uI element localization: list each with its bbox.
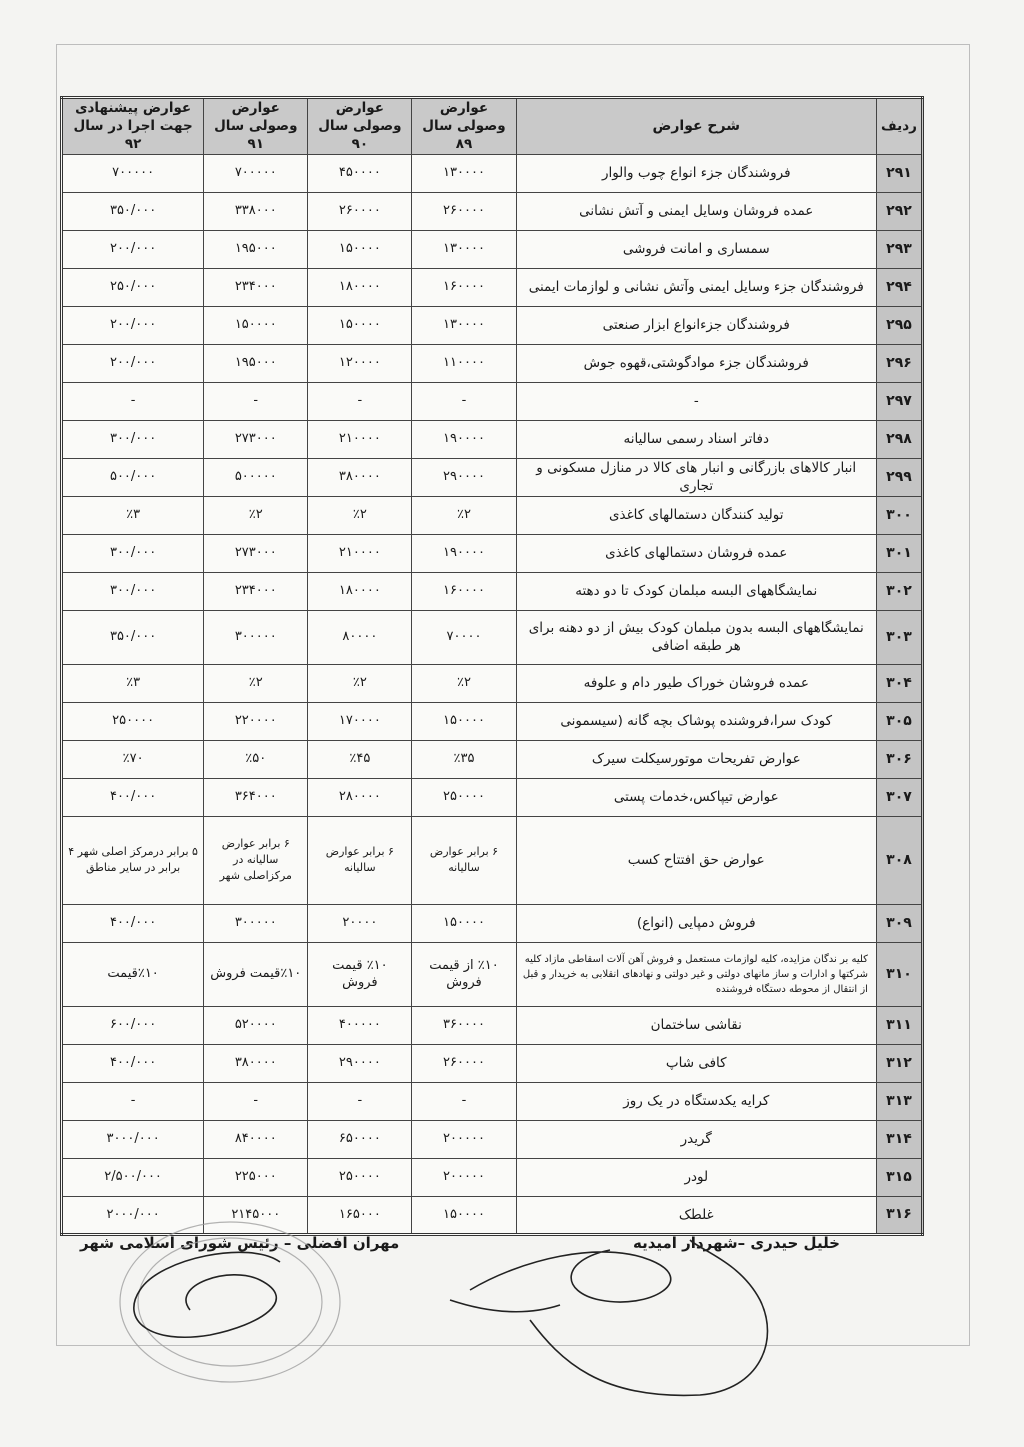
table-row [62, 534, 923, 572]
value-year-92: ۳۰۰۰/۰۰۰ [62, 1120, 204, 1158]
row-description: لودر [516, 1158, 876, 1196]
value-year-89: ۲۰۰۰۰۰ [412, 1120, 516, 1158]
value-year-90: - [308, 382, 412, 420]
row-number: ۳۰۷ [876, 778, 922, 816]
value-year-90: ۱۵۰۰۰۰ [308, 306, 412, 344]
table-row [62, 458, 923, 496]
row-number: ۳۱۲ [876, 1044, 922, 1082]
value-year-89: ۲۶۰۰۰۰ [412, 1044, 516, 1082]
row-number: ۳۰۲ [876, 572, 922, 610]
value-year-89: ٪۲ [412, 496, 516, 534]
value-year-92: ۷۰۰۰۰۰ [62, 154, 204, 192]
value-year-90: ٪۲ [308, 664, 412, 702]
value-year-92: ۲۰۰/۰۰۰ [62, 344, 204, 382]
value-year-90: ۲۶۰۰۰۰ [308, 192, 412, 230]
row-number: ۲۹۸ [876, 420, 922, 458]
value-year-89: ۳۶۰۰۰۰ [412, 1006, 516, 1044]
value-year-90: ۴۰۰۰۰۰ [308, 1006, 412, 1044]
council-head-signature-name: مهران افضلی – رئیس شورای اسلامی شهر [80, 1234, 400, 1252]
value-year-89: ۱۵۰۰۰۰ [412, 702, 516, 740]
value-year-89: ۱۳۰۰۰۰ [412, 230, 516, 268]
value-year-91: ۷۰۰۰۰۰ [204, 154, 308, 192]
value-year-92: ۶۰۰/۰۰۰ [62, 1006, 204, 1044]
row-description: نمایشگاههای البسه مبلمان کودک تا دو دهته [516, 572, 876, 610]
table-row [62, 496, 923, 534]
row-description: فروشندگان جزء وسایل ایمنی وآتش نشانی و لوازمات ایمنی [516, 268, 876, 306]
value-year-91: ٪۵۰ [204, 740, 308, 778]
value-year-89: - [412, 1082, 516, 1120]
header-year-92-proposed: عوارض پیشنهادی جهت اجرا در سال ۹۲ [62, 98, 204, 155]
row-description: عوارض تیپاکس،خدمات پستی [516, 778, 876, 816]
value-year-92: ۲۵۰۰۰۰ [62, 702, 204, 740]
value-year-91: ۸۴۰۰۰۰ [204, 1120, 308, 1158]
row-description: دفاتر اسناد رسمی سالیانه [516, 420, 876, 458]
row-number: ۳۰۶ [876, 740, 922, 778]
table-header-row [62, 98, 923, 155]
value-year-89: - [412, 382, 516, 420]
value-year-90: ۲۸۰۰۰۰ [308, 778, 412, 816]
row-description: عمده فروشان خوراک طیور دام و علوفه [516, 664, 876, 702]
value-year-90: ۲۵۰۰۰۰ [308, 1158, 412, 1196]
row-description: کرایه یکدستگاه در یک روز [516, 1082, 876, 1120]
value-year-90: ۶۵۰۰۰۰ [308, 1120, 412, 1158]
table-row [62, 306, 923, 344]
table-row [62, 154, 923, 192]
value-year-89: ۲۵۰۰۰۰ [412, 778, 516, 816]
row-description: غلطک [516, 1196, 876, 1234]
value-year-91: - [204, 1082, 308, 1120]
table-row [62, 1196, 923, 1234]
row-description: کلیه بر ندگان مزایده، کلیه لوازمات مستعمل و فروش آهن آلات اسقاطی مازاد کلیه شرکتها و ادارات و ساز مانهای دولتی و غیر دولتی و نهادهای انقلابی به خریدار و قبل از انتقال از محوطه دستگاه فروشنده [516, 942, 876, 1006]
table-row [62, 1044, 923, 1082]
value-year-92: ٪۳ [62, 496, 204, 534]
header-description: شرح عوارض [516, 98, 876, 155]
row-description: عمده فروشان دستمالهای کاغذی [516, 534, 876, 572]
value-year-91: ۲۳۴۰۰۰ [204, 572, 308, 610]
value-year-89: ۲۹۰۰۰۰ [412, 458, 516, 496]
row-description: انبار کالاهای بازرگانی و انبار های کالا در منازل مسکونی و تجاری [516, 458, 876, 496]
value-year-91: ۳۸۰۰۰۰ [204, 1044, 308, 1082]
value-year-92: ٪۳ [62, 664, 204, 702]
value-year-92: - [62, 382, 204, 420]
value-year-91: ۲۳۴۰۰۰ [204, 268, 308, 306]
row-description: - [516, 382, 876, 420]
table-row [62, 904, 923, 942]
row-number: ۳۱۱ [876, 1006, 922, 1044]
row-number: ۳۰۹ [876, 904, 922, 942]
table-row [62, 420, 923, 458]
value-year-92: ٪۷۰ [62, 740, 204, 778]
value-year-89: ۲۶۰۰۰۰ [412, 192, 516, 230]
value-year-92: ۴۰۰/۰۰۰ [62, 904, 204, 942]
value-year-90: ٪۱۰ قیمت فروش [308, 942, 412, 1006]
value-year-90: ۱۵۰۰۰۰ [308, 230, 412, 268]
value-year-92: ۲/۵۰۰/۰۰۰ [62, 1158, 204, 1196]
value-year-91: ۳۰۰۰۰۰ [204, 610, 308, 664]
value-year-92: ۵۰۰/۰۰۰ [62, 458, 204, 496]
table-row [62, 192, 923, 230]
header-row-number: ردیف [876, 98, 922, 155]
row-number: ۳۰۵ [876, 702, 922, 740]
row-number: ۳۱۶ [876, 1196, 922, 1234]
row-number: ۲۹۱ [876, 154, 922, 192]
value-year-90: ۸۰۰۰۰ [308, 610, 412, 664]
table-row [62, 816, 923, 904]
value-year-89: ۱۳۰۰۰۰ [412, 306, 516, 344]
value-year-90: ٪۴۵ [308, 740, 412, 778]
value-year-92: ۴۰۰/۰۰۰ [62, 1044, 204, 1082]
value-year-89: ۱۹۰۰۰۰ [412, 534, 516, 572]
table-row [62, 1006, 923, 1044]
value-year-91: ۲۷۳۰۰۰ [204, 420, 308, 458]
header-year-89: عوارض وصولی سال ۸۹ [412, 98, 516, 155]
value-year-91: - [204, 382, 308, 420]
value-year-89: ٪۳۵ [412, 740, 516, 778]
table-row [62, 1082, 923, 1120]
row-number: ۳۰۸ [876, 816, 922, 904]
value-year-90: ۲۰۰۰۰ [308, 904, 412, 942]
value-year-90: ۱۸۰۰۰۰ [308, 268, 412, 306]
row-number: ۳۰۳ [876, 610, 922, 664]
value-year-92: ۳۰۰/۰۰۰ [62, 572, 204, 610]
value-year-91: ۲۲۵۰۰۰ [204, 1158, 308, 1196]
value-year-90: ٪۲ [308, 496, 412, 534]
row-description: کودک سرا،فروشنده پوشاک بچه گانه (سیسمونی [516, 702, 876, 740]
value-year-92: ۲۰۰/۰۰۰ [62, 230, 204, 268]
table-row [62, 1120, 923, 1158]
value-year-92: - [62, 1082, 204, 1120]
value-year-92: ۳۰۰/۰۰۰ [62, 420, 204, 458]
value-year-92: ۲۰۰۰/۰۰۰ [62, 1196, 204, 1234]
header-year-90: عوارض وصولی سال ۹۰ [308, 98, 412, 155]
value-year-92: ٪۱۰قیمت [62, 942, 204, 1006]
row-number: ۳۱۵ [876, 1158, 922, 1196]
table-row [62, 610, 923, 664]
value-year-90: ۶ برابر عوارض سالیانه [308, 816, 412, 904]
table-row [62, 664, 923, 702]
value-year-91: ۱۹۵۰۰۰ [204, 344, 308, 382]
row-number: ۳۰۴ [876, 664, 922, 702]
row-number: ۲۹۹ [876, 458, 922, 496]
value-year-90: ۲۱۰۰۰۰ [308, 534, 412, 572]
row-number: ۲۹۵ [876, 306, 922, 344]
value-year-91: ٪۲ [204, 664, 308, 702]
row-description: نمایشگاههای البسه بدون مبلمان کودک بیش از دو دهنه برای هر طبقه اضافی [516, 610, 876, 664]
fees-table [60, 96, 924, 1236]
row-number: ۲۹۷ [876, 382, 922, 420]
value-year-89: ٪۲ [412, 664, 516, 702]
value-year-91: ٪۱۰قیمت فروش [204, 942, 308, 1006]
row-number: ۲۹۴ [876, 268, 922, 306]
value-year-90: ۲۹۰۰۰۰ [308, 1044, 412, 1082]
table-row [62, 942, 923, 1006]
value-year-91: ۲۱۴۵۰۰۰ [204, 1196, 308, 1234]
value-year-89: ۲۰۰۰۰۰ [412, 1158, 516, 1196]
value-year-91: ۳۶۴۰۰۰ [204, 778, 308, 816]
value-year-89: ۱۳۰۰۰۰ [412, 154, 516, 192]
table-row [62, 344, 923, 382]
row-number: ۳۰۰ [876, 496, 922, 534]
row-number: ۳۱۰ [876, 942, 922, 1006]
table-row [62, 572, 923, 610]
value-year-92: ۲۵۰/۰۰۰ [62, 268, 204, 306]
value-year-91: ۲۷۳۰۰۰ [204, 534, 308, 572]
row-number: ۲۹۶ [876, 344, 922, 382]
header-year-91: عوارض وصولی سال ۹۱ [204, 98, 308, 155]
value-year-90: - [308, 1082, 412, 1120]
row-description: سمساری و امانت فروشی [516, 230, 876, 268]
value-year-90: ۴۵۰۰۰۰ [308, 154, 412, 192]
value-year-92: ۳۵۰/۰۰۰ [62, 610, 204, 664]
value-year-90: ۱۶۵۰۰۰ [308, 1196, 412, 1234]
value-year-91: ۳۳۸۰۰۰ [204, 192, 308, 230]
table-row [62, 268, 923, 306]
value-year-89: ۱۵۰۰۰۰ [412, 1196, 516, 1234]
row-number: ۳۱۳ [876, 1082, 922, 1120]
row-description: نقاشی ساختمان [516, 1006, 876, 1044]
value-year-90: ۲۱۰۰۰۰ [308, 420, 412, 458]
value-year-89: ۱۵۰۰۰۰ [412, 904, 516, 942]
value-year-90: ۱۲۰۰۰۰ [308, 344, 412, 382]
value-year-89: ٪۱۰ از قیمت فروش [412, 942, 516, 1006]
table-row [62, 778, 923, 816]
mayor-signature-name: خلیل حیدری –شهردار امیدیه [633, 1234, 840, 1252]
value-year-91: ۱۹۵۰۰۰ [204, 230, 308, 268]
value-year-91: ۲۲۰۰۰۰ [204, 702, 308, 740]
row-description: فروشندگان جزء موادگوشتی،قهوه جوش [516, 344, 876, 382]
row-description: عمده فروشان وسایل ایمنی و آتش نشانی [516, 192, 876, 230]
table-row [62, 1158, 923, 1196]
value-year-91: ۶ برابر عوارض سالیانه در مرکزاصلی شهر [204, 816, 308, 904]
value-year-92: ۲۰۰/۰۰۰ [62, 306, 204, 344]
value-year-92: ۳۵۰/۰۰۰ [62, 192, 204, 230]
table-row [62, 702, 923, 740]
value-year-91: ٪۲ [204, 496, 308, 534]
row-number: ۲۹۲ [876, 192, 922, 230]
row-description: عوارض حق افتتاح کسب [516, 816, 876, 904]
value-year-92: ۴۰۰/۰۰۰ [62, 778, 204, 816]
value-year-89: ۱۶۰۰۰۰ [412, 572, 516, 610]
row-number: ۲۹۳ [876, 230, 922, 268]
table-row [62, 230, 923, 268]
row-number: ۳۰۱ [876, 534, 922, 572]
value-year-90: ۱۸۰۰۰۰ [308, 572, 412, 610]
value-year-90: ۳۸۰۰۰۰ [308, 458, 412, 496]
value-year-89: ۱۱۰۰۰۰ [412, 344, 516, 382]
row-description: گریدر [516, 1120, 876, 1158]
value-year-92: ۳۰۰/۰۰۰ [62, 534, 204, 572]
value-year-89: ۱۶۰۰۰۰ [412, 268, 516, 306]
value-year-91: ۵۰۰۰۰۰ [204, 458, 308, 496]
value-year-91: ۱۵۰۰۰۰ [204, 306, 308, 344]
table-row [62, 740, 923, 778]
value-year-89: ۶ برابر عوارض سالیانه [412, 816, 516, 904]
value-year-91: ۵۲۰۰۰۰ [204, 1006, 308, 1044]
table-row [62, 382, 923, 420]
value-year-90: ۱۷۰۰۰۰ [308, 702, 412, 740]
value-year-89: ۱۹۰۰۰۰ [412, 420, 516, 458]
row-description: تولید کنندگان دستمالهای کاغذی [516, 496, 876, 534]
row-description: فروشندگان جزءانواع ابزار صنعتی [516, 306, 876, 344]
row-description: فروشندگان جزء انواع چوب والوار [516, 154, 876, 192]
value-year-89: ۷۰۰۰۰ [412, 610, 516, 664]
row-description: فروش دمپایی (انواع) [516, 904, 876, 942]
row-number: ۳۱۴ [876, 1120, 922, 1158]
row-description: عوارض تفریحات موتورسیکلت سیرک [516, 740, 876, 778]
value-year-92: ۵ برابر درمرکز اصلی شهر ۴ برابر در سایر مناطق [62, 816, 204, 904]
row-description: کافی شاپ [516, 1044, 876, 1082]
value-year-91: ۳۰۰۰۰۰ [204, 904, 308, 942]
